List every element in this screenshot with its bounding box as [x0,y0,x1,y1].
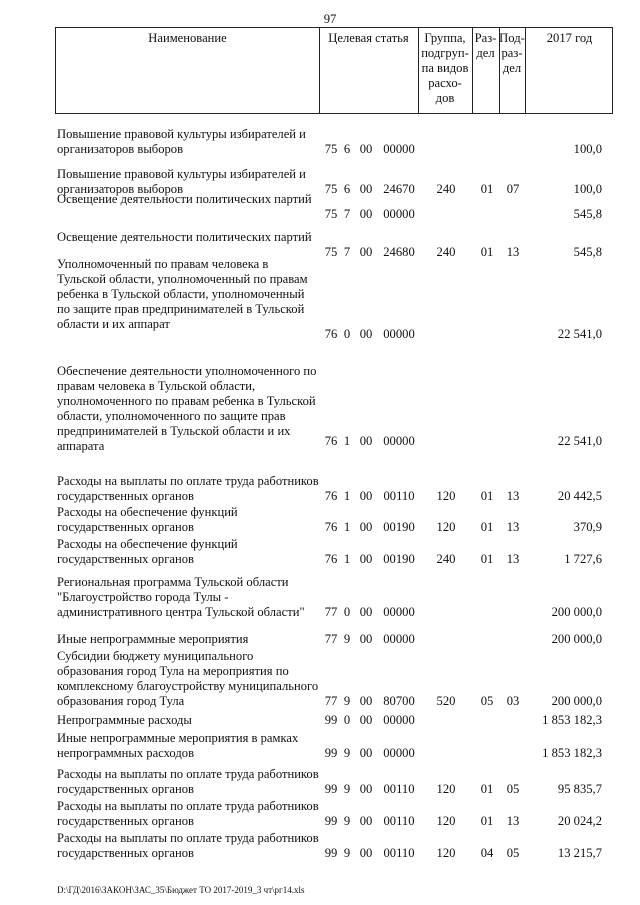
row-a: 76 [324,520,338,534]
row-section: 01 [480,489,494,503]
row-a: 76 [324,327,338,341]
row-group: 120 [436,782,456,796]
row-name: Уполномоченный по правам человека в Тульской области, уполномоченный по правам ребенка в Тульской области, уполномоченный по защите прав предпринимателей в Тульской области и их аппарат [57,257,308,331]
row-d: 00000 [383,713,415,727]
table-row [0,799,640,829]
row-section: 01 [480,552,494,566]
header-section-line: дел [476,46,495,60]
table-row [0,364,640,454]
row-c: 00 [359,846,373,860]
row-section: 01 [480,814,494,828]
row-c: 00 [359,182,373,196]
row-d: 00000 [383,327,415,341]
row-amount: 20 442,5 [557,489,602,503]
row-c: 00 [359,207,373,221]
header-group-line: дов [435,91,455,105]
row-b: 1 [343,552,351,566]
row-b: 1 [343,434,351,448]
header-group-line: подгруп- [421,46,469,60]
row-name: Повышение правовой культуры избирателей и организаторов выборов [57,167,306,196]
header-group-line: Группа, [424,31,466,45]
row-c: 00 [359,632,373,646]
row-a: 77 [324,632,338,646]
row-b: 0 [343,605,351,619]
row-amount: 22 541,0 [557,327,602,341]
row-a: 99 [324,846,338,860]
row-group: 120 [436,489,456,503]
row-name: Обеспечение деятельности уполномоченного по правам человека в Тульской области, уполномоченного по правам ребенка в Тульской области, уполномоченного по защите прав предпринимателей в Тульской области и их аппарата [57,364,317,453]
row-name: Региональная программа Тульской области "Благоустройство города Тулы - административного центра Тульской области" [57,575,305,619]
table-row [0,537,640,567]
row-c: 00 [359,605,373,619]
table-row [0,831,640,861]
header-year: 2017 год [546,31,593,45]
row-amount: 95 835,7 [557,782,602,796]
row-name: Непрограммные расходы [57,713,192,727]
table-row [0,192,640,222]
row-a: 99 [324,782,338,796]
header-subsection-line: Под- [499,31,525,45]
row-group: 520 [436,694,456,708]
row-c: 00 [359,142,373,156]
row-a: 99 [324,746,338,760]
row-amount: 20 024,2 [557,814,602,828]
row-amount: 100,0 [573,142,602,156]
row-c: 00 [359,552,373,566]
row-amount: 100,0 [573,182,602,196]
table-row [0,257,640,347]
row-d: 24670 [383,182,415,196]
row-section: 01 [480,182,494,196]
row-subsection: 13 [506,520,520,534]
file-path-footer: D:\ГД\2016\ЗАКОН\ЗАС_35\Бюджет ТО 2017-2019_3 чт\рг14.xls [57,885,305,895]
row-d: 24680 [383,245,415,259]
row-a: 76 [324,552,338,566]
row-subsection: 13 [506,245,520,259]
row-d: 00110 [383,814,415,828]
row-a: 77 [324,694,338,708]
row-name: Расходы на выплаты по оплате труда работников государственных органов [57,799,319,828]
row-name: Расходы на обеспечение функций государственных органов [57,505,238,534]
table-row [0,731,640,761]
row-subsection: 07 [506,182,520,196]
row-b: 9 [343,782,351,796]
row-c: 00 [359,520,373,534]
row-group: 120 [436,814,456,828]
row-c: 00 [359,713,373,727]
row-group: 240 [436,182,456,196]
table-row [0,230,640,260]
row-group: 120 [436,846,456,860]
row-amount: 200 000,0 [551,694,602,708]
row-amount: 370,9 [573,520,602,534]
row-subsection: 03 [506,694,520,708]
row-name: Расходы на выплаты по оплате труда работников государственных органов [57,831,319,860]
row-subsection: 05 [506,846,520,860]
row-amount: 13 215,7 [557,846,602,860]
row-name: Расходы на выплаты по оплате труда работников государственных органов [57,474,319,503]
row-section: 04 [480,846,494,860]
table-row [0,474,640,504]
row-d: 00000 [383,142,415,156]
page-number: 97 [323,12,337,26]
row-d: 00110 [383,489,415,503]
row-d: 00110 [383,782,415,796]
row-c: 00 [359,782,373,796]
row-b: 6 [343,142,351,156]
header-subsection-line: дел [502,61,522,75]
header-group [418,31,472,106]
row-b: 0 [343,713,351,727]
row-amount: 1 853 182,3 [542,713,602,727]
row-c: 00 [359,327,373,341]
row-b: 9 [343,814,351,828]
table-row [0,127,640,157]
table-header [55,27,613,114]
row-a: 76 [324,489,338,503]
row-amount: 200 000,0 [551,632,602,646]
row-c: 00 [359,746,373,760]
row-c: 00 [359,694,373,708]
row-b: 1 [343,520,351,534]
row-amount: 545,8 [573,245,602,259]
row-subsection: 13 [506,489,520,503]
row-section: 05 [480,694,494,708]
row-b: 1 [343,489,351,503]
row-d: 00000 [383,605,415,619]
row-name: Иные непрограммные мероприятия [57,632,249,646]
header-section [472,31,499,61]
row-subsection: 05 [506,782,520,796]
row-name: Субсидии бюджету муниципального образования город Тула на мероприятия по комплексному благоустройству муниципального образования город Тула [57,649,319,708]
row-b: 9 [343,846,351,860]
row-a: 75 [324,245,338,259]
row-b: 9 [343,694,351,708]
header-group-line: расхо- [428,76,462,90]
row-c: 00 [359,434,373,448]
row-group: 120 [436,520,456,534]
row-name: Иные непрограммные мероприятия в рамках непрограммных расходов [57,731,299,760]
row-b: 9 [343,746,351,760]
table-row [0,575,640,620]
row-subsection: 13 [506,814,520,828]
table-row [0,649,640,709]
row-name: Расходы на обеспечение функций государственных органов [57,537,238,566]
row-d: 00000 [383,207,415,221]
row-amount: 1 727,6 [564,552,602,566]
row-name: Расходы на выплаты по оплате труда работников государственных органов [57,767,319,796]
header-group-line: па видов [421,61,469,75]
row-d: 00000 [383,434,415,448]
row-b: 7 [343,207,351,221]
row-amount: 22 541,0 [557,434,602,448]
row-section: 01 [480,245,494,259]
row-a: 75 [324,207,338,221]
row-b: 6 [343,182,351,196]
table-row [0,713,640,728]
table-row [0,632,640,647]
row-group: 240 [436,552,456,566]
row-d: 00000 [383,746,415,760]
row-name: Освещение деятельности политических партий [57,230,312,244]
row-c: 00 [359,489,373,503]
row-amount: 200 000,0 [551,605,602,619]
row-amount: 1 853 182,3 [542,746,602,760]
row-a: 99 [324,713,338,727]
header-subsection-line: раз- [501,46,523,60]
table-row [0,505,640,535]
row-subsection: 13 [506,552,520,566]
header-target-article: Целевая статья [328,31,409,45]
row-section: 01 [480,782,494,796]
row-section: 01 [480,520,494,534]
row-c: 00 [359,245,373,259]
row-d: 00190 [383,552,415,566]
row-d: 00110 [383,846,415,860]
row-b: 9 [343,632,351,646]
header-subsection [499,31,525,76]
row-b: 0 [343,327,351,341]
row-d: 80700 [383,694,415,708]
row-a: 76 [324,434,338,448]
row-name: Освещение деятельности политических партий [57,192,312,206]
row-c: 00 [359,814,373,828]
row-name: Повышение правовой культуры избирателей и организаторов выборов [57,127,306,156]
header-name: Наименование [148,31,227,45]
row-a: 75 [324,142,338,156]
row-a: 99 [324,814,338,828]
row-group: 240 [436,245,456,259]
row-b: 7 [343,245,351,259]
row-a: 77 [324,605,338,619]
row-a: 75 [324,182,338,196]
row-amount: 545,8 [573,207,602,221]
row-d: 00190 [383,520,415,534]
row-d: 00000 [383,632,415,646]
header-section-line: Раз- [474,31,497,45]
table-row [0,767,640,797]
